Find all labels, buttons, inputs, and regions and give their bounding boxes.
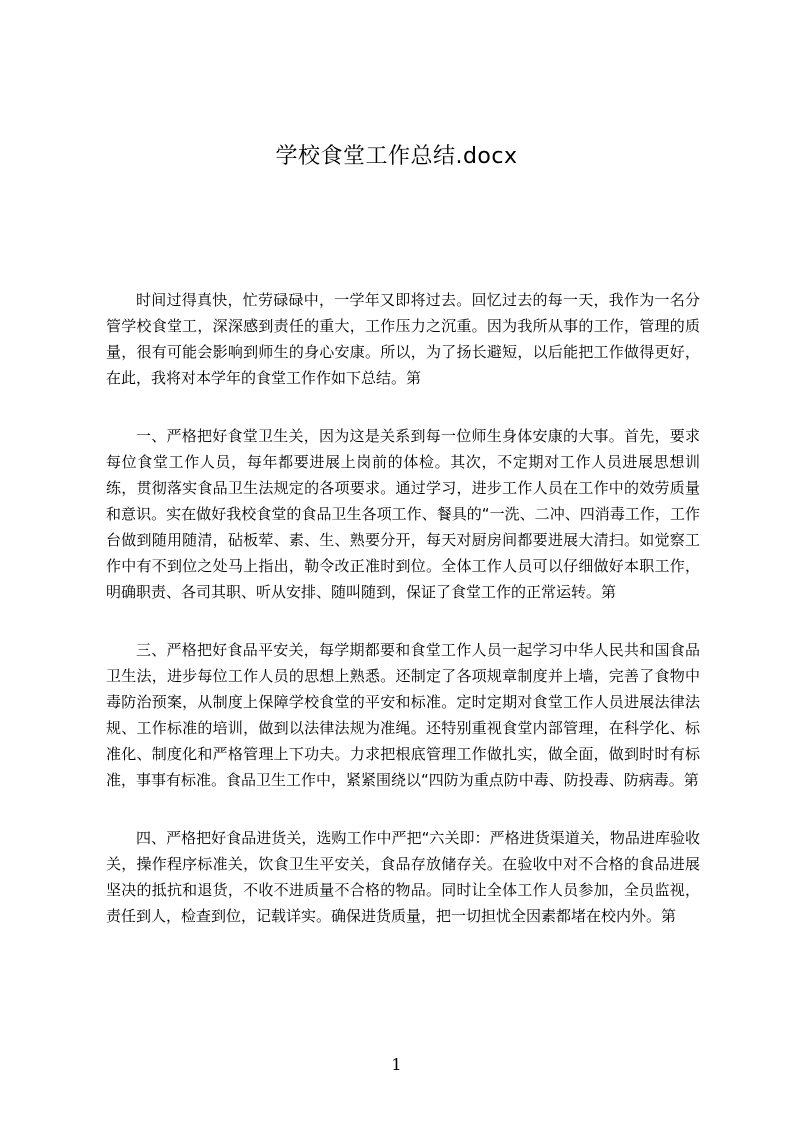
page-number: 1 xyxy=(391,1055,402,1074)
paragraph-hygiene: 一、严格把好食堂卫生关，因为这是关系到每一位师生身体安康的大事。首先，要求每位食堂工作人员，每年都要进展上岗前的体检。其次，不定期对工作人员进展思想训练，贯彻落实食品卫生法规定的各项要求。通过学习，进步工作人员在工作中的效劳质量和意识。实在做好我校食堂的食品卫生各项工作、餐具的“一洗、二冲、四消毒工作，工作台做到随用随清，砧板荤、素、生、熟要分开，每天对厨房间都要进展大清扫。如觉察工作中有不到位之处马上指出，勒令改正准时到位。全体工作人员可以仔细做好本职工作，明确职责、各司其职、听从安排、随叫随到，保证了食堂工作的正常运转。第 xyxy=(106,427,700,601)
document-title: 学校食堂工作总结.docx xyxy=(275,144,518,169)
paragraph-intro: 时间过得真快，忙劳碌碌中，一学年又即将过去。回忆过去的每一天，我作为一名分管学校食堂工，深深感到责任的重大，工作压力之沉重。因为我所从事的工作，管理的质量，很有可能会影响到师生的身心安康。所以，为了扬长避短，以后能把工作做得更好，在此，我将对本学年的食堂工作作如下总结。第 xyxy=(106,291,700,387)
paragraph-purchasing: 四、严格把好食品进货关，选购工作中严把“六关即：严格进货渠道关，物品进库验收关，操作程序标准关，饮食卫生平安关，食品存放储存关。在验收中对不合格的食品进展坚决的抵抗和退货，不收不进质量不合格的物品。同时让全体工作人员参加，全员监视，责任到人，检查到位，记载详实。确保进货质量，把一切担忧全因素都堵在校内外。第 xyxy=(106,829,700,925)
document-body xyxy=(106,287,700,961)
paragraph-food-safety: 三、严格把好食品平安关，每学期都要和食堂工作人员一起学习中华人民共和国食品卫生法，进步每位工作人员的思想上熟悉。还制定了各项规章制度并上墙，完善了食物中毒防治预案，从制度上保障学校食堂的平安和标准。定时定期对食堂工作人员进展法律法规、工作标准的培训，做到以法律法规为准绳。还特别重视食堂内部管理，在科学化、标准化、制度化和严格管理上下功夫。力求把根底管理工作做扎实，做全面，做到时时有标准，事事有标准。食品卫生工作中，紧紧围绕以“四防为重点防中毒、防投毒、防病毒。第 xyxy=(106,641,700,789)
